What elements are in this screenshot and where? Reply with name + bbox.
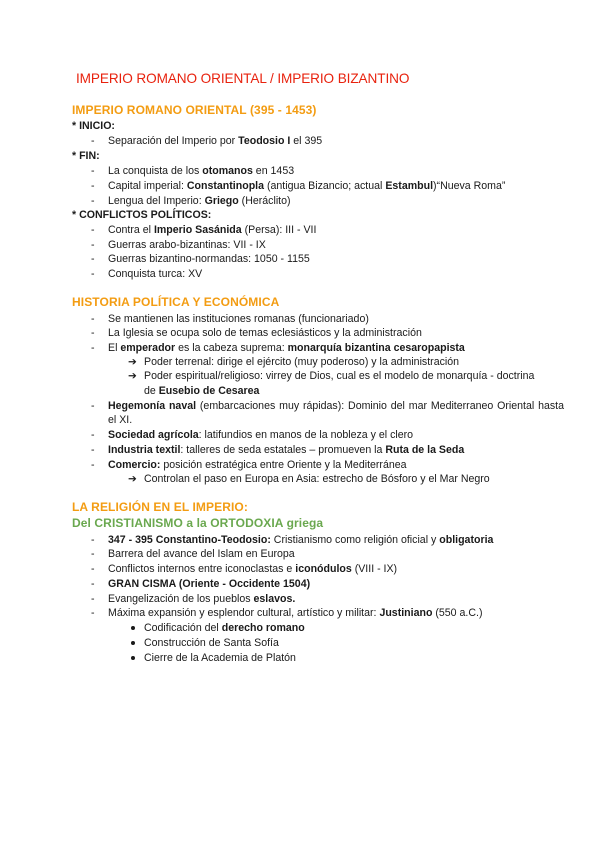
arrow-icon: ➔ [128, 356, 137, 368]
list-item: Capital imperial: Constantinopla (antigua Bizancio; actual Estambul)“Nueva Roma” [108, 180, 506, 192]
arrow-icon: ➔ [128, 370, 137, 382]
dash-marker: - [91, 224, 95, 236]
dash-marker: - [91, 327, 95, 339]
list-item: Se mantienen las instituciones romanas (funcionariado) [108, 313, 369, 325]
list-item: Industria textil: talleres de seda estatales – promueven la Ruta de la Seda [108, 444, 465, 456]
bullet-icon [131, 626, 135, 630]
sub-list-item: Codificación del derecho romano [144, 622, 305, 634]
list-item: Máxima expansión y esplendor cultural, artístico y militar: Justiniano (550 a.C.) [108, 607, 483, 619]
section-heading-historia: HISTORIA POLÍTICA Y ECONÓMICA [72, 295, 280, 309]
dash-marker: - [91, 195, 95, 207]
subheading-conflictos: * CONFLICTOS POLÍTICOS: [72, 209, 212, 221]
list-item: Contra el Imperio Sasánida (Persa): III - VII [108, 224, 317, 236]
dash-marker: - [91, 239, 95, 251]
dash-marker: - [91, 444, 95, 456]
list-item: Sociedad agrícola: latifundios en manos de la nobleza y el clero [108, 429, 414, 441]
list-item: 347 - 395 Constantino-Teodosio: Cristianismo como religión oficial y obligatoria [108, 534, 494, 546]
section-subheading-ortodoxia: Del CRISTIANISMO a la ORTODOXIA griega [72, 516, 324, 530]
bullet-icon [131, 641, 135, 645]
dash-marker: - [91, 593, 95, 605]
list-item: Separación del Imperio por Teodosio I el 395 [108, 135, 323, 147]
dash-marker: - [91, 534, 95, 546]
dash-marker: - [91, 342, 95, 354]
dash-marker: - [91, 607, 95, 619]
dash-marker: - [91, 429, 95, 441]
sub-list-item-continued: de Eusebio de Cesarea [144, 385, 260, 397]
list-item: El emperador es la cabeza suprema: monarquía bizantina cesaropapista [108, 342, 465, 354]
sub-list-item: Controlan el paso en Europa en Asia: estrecho de Bósforo y el Mar Negro [144, 473, 490, 485]
sub-list-item: Construcción de Santa Sofía [144, 637, 279, 649]
list-item: Barrera del avance del Islam en Europa [108, 548, 295, 560]
sub-list-item: Poder espiritual/religioso: virrey de Dios, cual es el modelo de monarquía - doctrina [144, 370, 535, 382]
dash-marker: - [91, 313, 95, 325]
section-heading-religion: LA RELIGIÓN EN EL IMPERIO: [72, 500, 248, 514]
list-item: Hegemonía naval (embarcaciones muy rápidas): Dominio del mar Mediterraneo Oriental hasta el XI. [108, 400, 564, 426]
dash-marker: - [91, 180, 95, 192]
list-item: Guerras arabo-bizantinas: VII - IX [108, 239, 266, 251]
bullet-icon [131, 656, 135, 660]
sub-list-item: Poder terrenal: dirige el ejército (muy poderoso) y la administración [144, 356, 460, 368]
list-item: Evangelización de los pueblos eslavos. [108, 593, 296, 605]
list-item: La Iglesia se ocupa solo de temas eclesiásticos y la administración [108, 327, 422, 339]
dash-marker: - [91, 135, 95, 147]
dash-marker: - [91, 459, 95, 471]
list-item: Conquista turca: XV [108, 268, 203, 280]
dash-marker: - [91, 563, 95, 575]
sub-list-item: Cierre de la Academia de Platón [144, 652, 296, 664]
section-heading-imperio: IMPERIO ROMANO ORIENTAL (395 - 1453) [72, 103, 317, 117]
list-item: Conflictos internos entre iconoclastas e iconódulos (VIII - IX) [108, 563, 398, 575]
arrow-icon: ➔ [128, 473, 137, 485]
dash-marker: - [91, 268, 95, 280]
dash-marker: - [91, 253, 95, 265]
document-title: IMPERIO ROMANO ORIENTAL / IMPERIO BIZANTINO [76, 71, 410, 86]
subheading-fin: * FIN: [72, 150, 100, 162]
list-item: Lengua del Imperio: Griego (Heráclito) [108, 195, 291, 207]
subheading-inicio: * INICIO: [72, 120, 115, 132]
list-item: Comercio: posición estratégica entre Oriente y la Mediterránea [108, 459, 407, 471]
dash-marker: - [91, 165, 95, 177]
dash-marker: - [91, 548, 95, 560]
list-item: GRAN CISMA (Oriente - Occidente 1504) [108, 578, 311, 590]
dash-marker: - [91, 578, 95, 590]
dash-marker: - [91, 400, 95, 412]
list-item: La conquista de los otomanos en 1453 [108, 165, 295, 177]
list-item: Guerras bizantino-normandas: 1050 - 1155 [108, 253, 310, 265]
